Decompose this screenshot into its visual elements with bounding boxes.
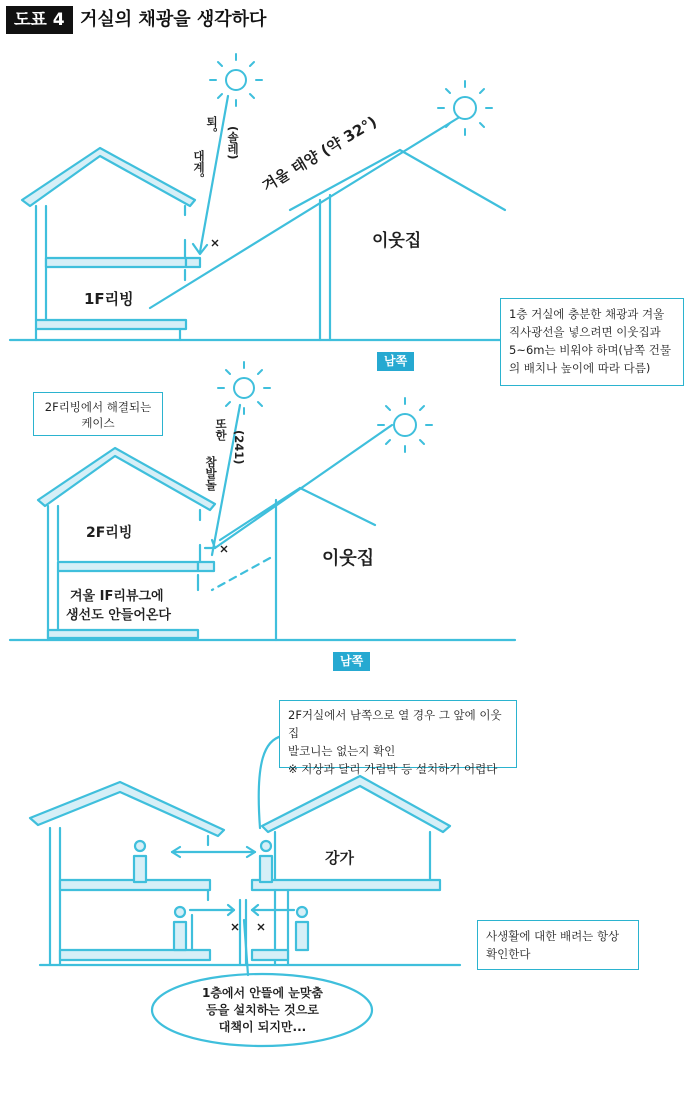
house-right-3 — [252, 776, 450, 965]
south-tag: 남쪽 — [333, 652, 370, 671]
living-2f-label: 2F리빙 — [86, 525, 133, 541]
neighbor-house-label: 이웃집 — [372, 231, 422, 251]
info-note-top — [279, 700, 517, 776]
vertical-note: 퇴。 — [205, 116, 219, 139]
note-line: ※ 지상과 달리 가림막 등 설치하기 어렵다 — [288, 762, 498, 776]
house-left-1 — [22, 148, 200, 340]
person-icon — [134, 841, 308, 950]
figure-badge: 도표 4 — [6, 6, 73, 34]
note-line: 발코니는 없는지 확인 — [288, 744, 396, 758]
living-1f-label: 1F리빙 — [84, 290, 134, 308]
vertical-note: 대계。 — [192, 150, 206, 185]
bubble-text — [160, 985, 365, 1036]
south-tag: 남쪽 — [377, 352, 414, 371]
winter-sun-ray-1 — [150, 118, 458, 308]
bubble-line: 등을 설치하는 것으로 — [206, 1003, 319, 1017]
info-note-right: 사생활에 대한 배려는 항상 확인한다 — [477, 920, 639, 970]
vertical-note: (솔레) — [226, 126, 240, 160]
neighbor-house-label: 이웃집 — [322, 548, 375, 569]
vertical-note: (241) — [232, 430, 246, 465]
bubble-line: 1층에서 안뜰에 눈맞춤 — [201, 986, 324, 1000]
house-label: 강가 — [325, 849, 354, 867]
info-note: 1층 거실에 충분한 채광과 겨울 직사광선을 넣으려면 이웃집과 5~6m는 비워야 하며(남쪽 건물의 배치나 높이에 따라 다름) — [500, 298, 684, 386]
house-left-3 — [30, 782, 224, 965]
bubble-line: 대책이 되지만... — [218, 1020, 307, 1034]
living-1f-label-line1: 겨울 IF리뷰그에 — [70, 589, 164, 604]
winter-sun-label: 겨울 태양 (약 32°) — [259, 112, 380, 196]
page-title: 거실의 채광을 생각하다 — [80, 9, 267, 30]
living-1f-label-line2: 생선도 안들어온다 — [66, 608, 171, 623]
vertical-note: 참발돌 — [204, 456, 218, 491]
note-line: 2F거실에서 남쪽으로 열 경우 그 앞에 이웃집 — [288, 708, 502, 740]
callout-box: 2F리빙에서 해결되는 케이스 — [33, 392, 163, 436]
vertical-note: 또한 — [214, 418, 228, 441]
blocked-ray-2 — [212, 558, 270, 590]
